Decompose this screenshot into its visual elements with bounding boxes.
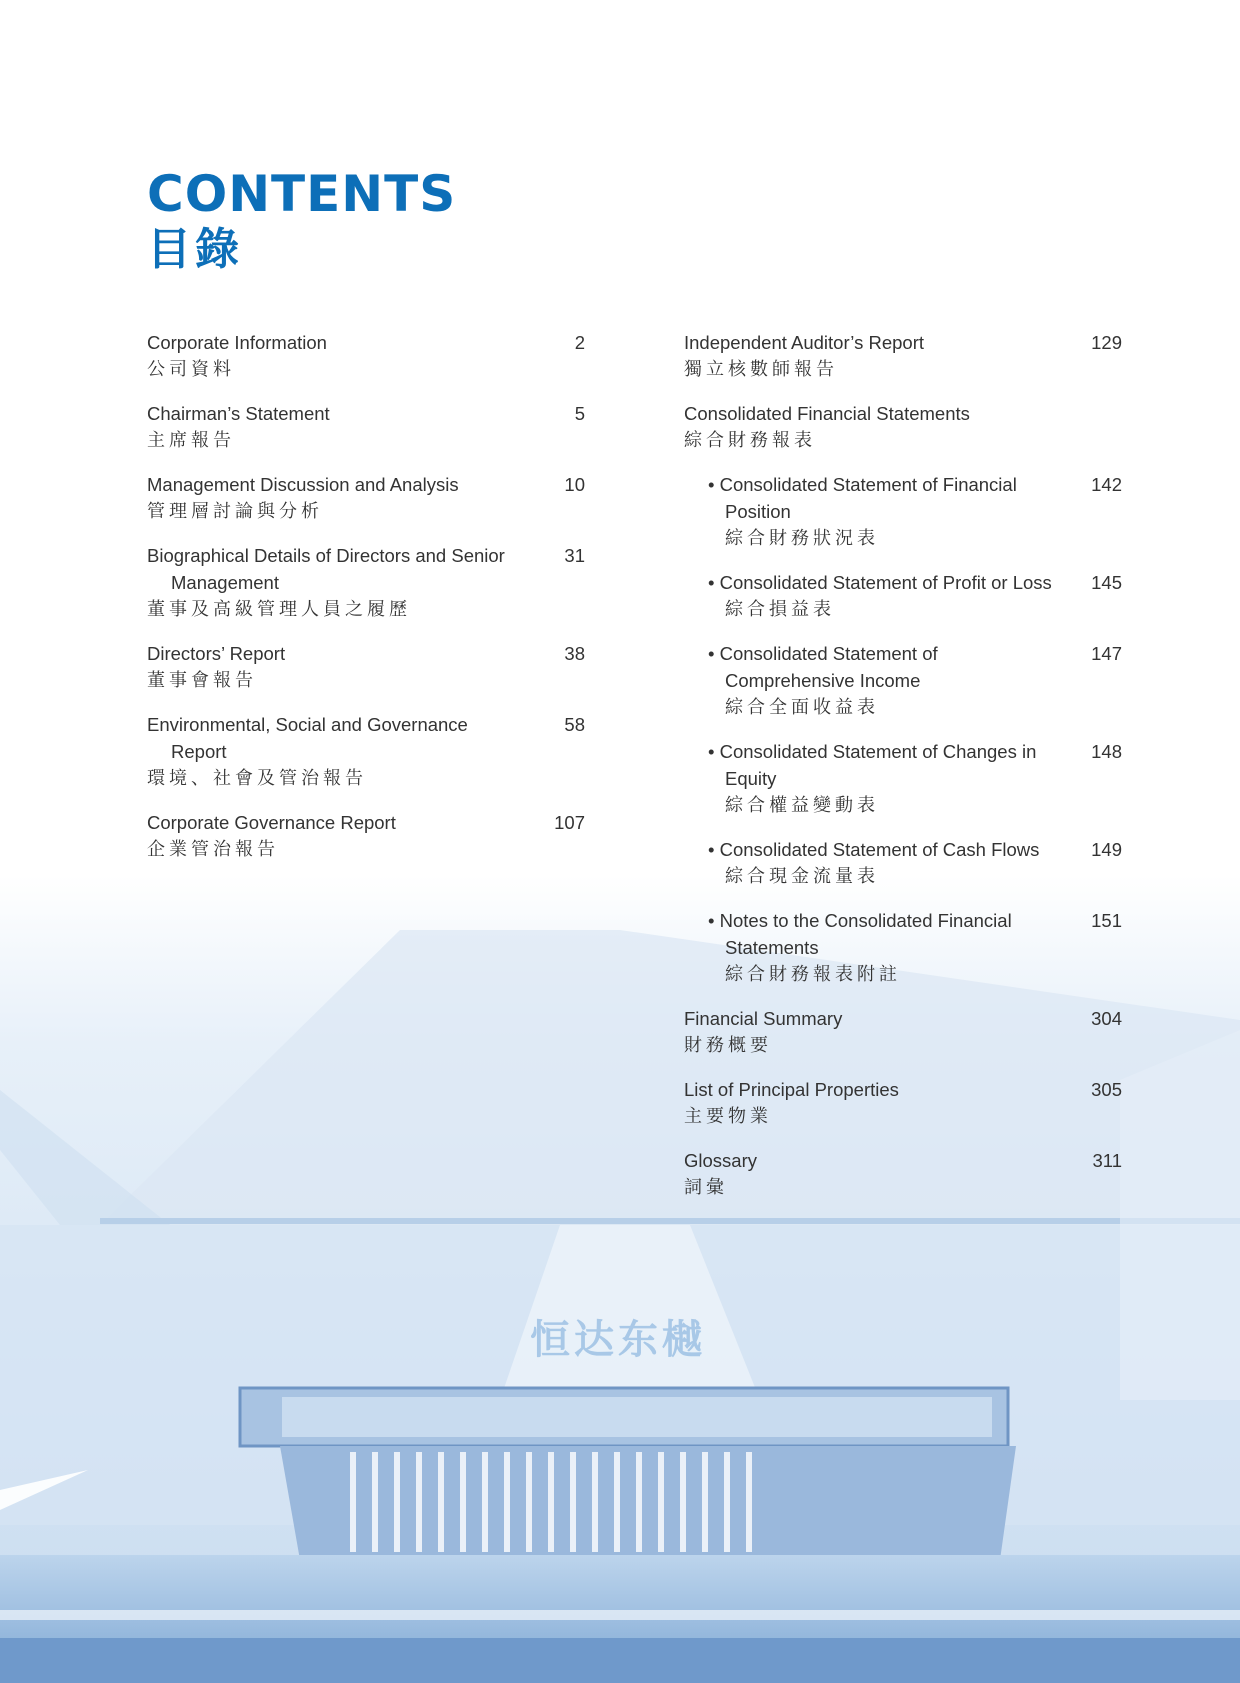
toc-entry-page: 38 <box>564 643 585 664</box>
toc-entry-page: 58 <box>564 714 585 735</box>
toc-entry-page: 305 <box>1091 1079 1122 1100</box>
toc-entry-title: Corporate Governance Report <box>147 812 396 833</box>
toc-entry-title: • Notes to the Consolidated Financial Statements <box>708 910 1012 958</box>
toc-entry-page: 311 <box>1092 1150 1122 1171</box>
toc-sub-entry[interactable] <box>708 569 1122 623</box>
toc-entry[interactable] <box>147 471 585 525</box>
toc-entry-title-zh: 詞彙 <box>684 1177 728 1198</box>
toc-entry-page: 2 <box>574 332 585 353</box>
toc-right-column <box>684 329 1122 1218</box>
toc-entry-title-zh: 董事會報告 <box>147 670 257 691</box>
contents-heading <box>147 166 456 278</box>
toc-entry-title-zh: 綜合權益變動表 <box>725 795 879 816</box>
toc-entry-title-zh: 綜合財務狀況表 <box>725 528 879 549</box>
toc-entry-title-zh: 獨立核數師報告 <box>684 359 838 380</box>
toc-entry-title-zh: 綜合現金流量表 <box>725 866 879 887</box>
toc-entry-title-zh: 公司資料 <box>147 359 235 380</box>
toc-entry-title: Independent Auditor’s Report <box>684 332 924 353</box>
toc-entry[interactable] <box>684 1147 1122 1201</box>
watermark-logo-text: 恒达东樾 <box>530 1317 706 1363</box>
toc-entry-page: 147 <box>1091 643 1122 664</box>
toc-entry-title-zh: 綜合全面收益表 <box>725 697 879 718</box>
toc-entry-title-zh: 綜合財務報表附註 <box>725 964 901 985</box>
toc-entry[interactable] <box>147 640 585 694</box>
toc-entry-title-zh: 主要物業 <box>684 1106 772 1127</box>
toc-entry-title: Management Discussion and Analysis <box>147 474 459 495</box>
toc-entry[interactable] <box>684 329 1122 383</box>
heading-chinese: 目錄 <box>147 224 243 275</box>
toc-entry-title: Environmental, Social and Governance Report <box>147 714 468 762</box>
toc-sub-entry[interactable] <box>708 836 1122 890</box>
toc-entry-title-zh: 綜合損益表 <box>725 599 835 620</box>
toc-entry-page: 107 <box>554 812 585 833</box>
toc-entry-page: 304 <box>1091 1008 1122 1029</box>
toc-entry-title-zh: 管理層討論與分析 <box>147 501 323 522</box>
toc-entry-title: • Consolidated Statement of Comprehensive Income <box>708 643 938 691</box>
toc-entry-title: Glossary <box>684 1150 757 1171</box>
toc-entry-title: Directors’ Report <box>147 643 286 664</box>
toc-entry-title: • Consolidated Statement of Cash Flows <box>708 839 1040 860</box>
toc-entry-title: List of Principal Properties <box>684 1079 899 1100</box>
toc-entry-title: Consolidated Financial Statements <box>684 403 970 424</box>
toc-entry-title-zh: 綜合財務報表 <box>684 430 816 451</box>
toc-entry[interactable] <box>684 1005 1122 1059</box>
toc-entry-title: Corporate Information <box>147 332 327 353</box>
toc-entry-title-zh: 財務概要 <box>684 1035 772 1056</box>
toc-entry-page: 5 <box>574 403 585 424</box>
toc-entry[interactable] <box>147 809 585 863</box>
toc-sub-entry[interactable] <box>708 471 1122 552</box>
toc-entry-page: 149 <box>1091 839 1122 860</box>
toc-entry[interactable] <box>147 711 585 792</box>
toc-entry-page: 10 <box>564 474 585 495</box>
toc-entry-title: • Consolidated Statement of Financial Position <box>708 474 1017 522</box>
toc-entry-page: 129 <box>1091 332 1122 353</box>
toc-entry-page: 145 <box>1091 572 1122 593</box>
toc-sub-entry[interactable] <box>708 640 1122 721</box>
heading-english: CONTENTS <box>147 165 457 223</box>
toc-entry[interactable] <box>147 400 585 454</box>
toc-entry-title: • Consolidated Statement of Changes in Equity <box>708 741 1037 789</box>
toc-entry-page: 31 <box>564 545 585 566</box>
toc-entry-title-zh: 董事及高級管理人員之履歷 <box>147 599 411 620</box>
toc-entry-page: 151 <box>1091 910 1122 931</box>
toc-entry-page: 148 <box>1091 741 1122 762</box>
toc-entry-title: Financial Summary <box>684 1008 843 1029</box>
toc-entry-title: • Consolidated Statement of Profit or Loss <box>708 572 1052 593</box>
toc-entry-title-zh: 主席報告 <box>147 430 235 451</box>
toc-left-column <box>147 329 585 880</box>
toc-entry[interactable] <box>684 400 1122 454</box>
toc-entry-title: Biographical Details of Directors and Senior Management <box>147 545 505 593</box>
toc-entry[interactable] <box>684 1076 1122 1130</box>
toc-sub-entry[interactable] <box>708 738 1122 819</box>
toc-entry[interactable] <box>147 329 585 383</box>
toc-entry-title: Chairman’s Statement <box>147 403 330 424</box>
toc-entry-title-zh: 企業管治報告 <box>147 839 279 860</box>
toc-entry-page: 142 <box>1091 474 1122 495</box>
toc-entry[interactable] <box>147 542 585 623</box>
toc-sub-entry[interactable] <box>708 907 1122 988</box>
toc-entry-title-zh: 環境、社會及管治報告 <box>147 768 367 789</box>
